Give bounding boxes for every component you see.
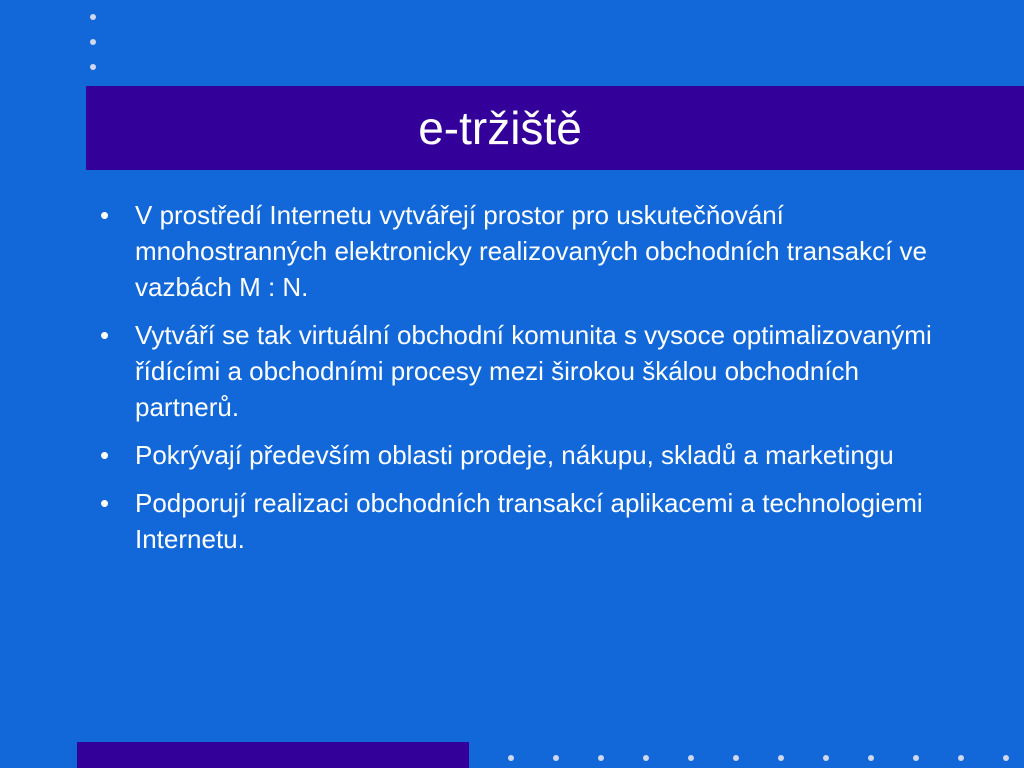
decor-dot: [958, 755, 964, 761]
bullet-text: Podporují realizaci obchodních transakcí aplikacemi a technologiemi Internetu.: [135, 488, 923, 554]
decor-dot: [90, 64, 96, 70]
bullet-text: Pokrývají především oblasti prodeje, nákupu, skladů a marketingu: [135, 440, 894, 470]
decor-dot: [868, 755, 874, 761]
decor-dot: [688, 755, 694, 761]
title-bar: [86, 86, 1024, 170]
bullet-item: [100, 437, 960, 473]
bullet-item: [100, 197, 960, 305]
bullet-item: [100, 317, 960, 425]
decor-dot: [90, 14, 96, 20]
bullet-text: Vytváří se tak virtuální obchodní komunita s vysoce optimalizovanými řídícími a obchodními procesy mezi širokou škálou obchodních partnerů.: [135, 320, 932, 422]
bullet-list: [100, 197, 960, 569]
bullet-icon: •: [100, 488, 110, 518]
decor-dot: [913, 755, 919, 761]
bullet-icon: •: [100, 320, 110, 350]
decor-dot: [643, 755, 649, 761]
decor-dot: [598, 755, 604, 761]
bottom-accent-bar: [77, 742, 469, 768]
decor-dot: [823, 755, 829, 761]
bullet-item: [100, 485, 960, 557]
decor-dot: [553, 755, 559, 761]
decor-dot: [733, 755, 739, 761]
decor-dot: [1003, 755, 1009, 761]
decor-dot: [778, 755, 784, 761]
bullet-text: V prostředí Internetu vytvářejí prostor pro uskutečňování mnohostranných elektronicky realizovaných obchodních transakcí ve vazbách M : N.: [135, 200, 927, 302]
slide-title: e-tržiště: [418, 102, 582, 154]
decor-dot: [508, 755, 514, 761]
bullet-icon: •: [100, 440, 110, 470]
bullet-icon: •: [100, 200, 110, 230]
decor-dot: [90, 39, 96, 45]
